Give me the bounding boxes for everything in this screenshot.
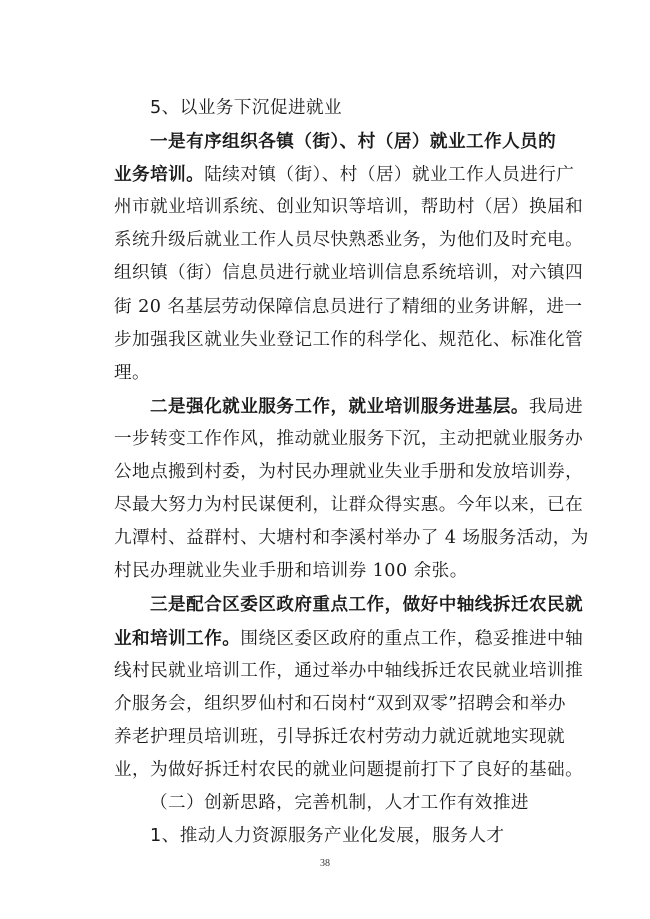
paragraph-line (114, 291, 583, 324)
paragraph-line (114, 390, 584, 423)
paragraph-line (114, 588, 584, 621)
body-text: 线村民就业培训工作，通过举办中轴线拆迁农民就业培训推 (114, 660, 584, 681)
bold-lead-text: 业和培训工作。 (114, 627, 241, 649)
paragraph-line (114, 622, 584, 655)
paragraph-line (114, 555, 562, 588)
bold-lead-text: 二是强化就业服务工作，就业培训服务进基层。 (150, 395, 529, 417)
body-text: 介服务会，组织罗仙村和石岗村“双到双零”招聘会和举办 (114, 693, 566, 714)
body-text: 养老护理员培训班，引导拆迁农村劳动力就近就地实现就 (114, 726, 566, 747)
body-text: 我局进 (528, 396, 584, 417)
paragraph-line (114, 158, 575, 191)
paragraph-line (114, 125, 562, 158)
body-text: 系统升级后就业工作人员尽快熟悉业务，为他们及时充电。 (114, 230, 584, 251)
body-text: 尽最大努力为村民谋便利，让群众得实惠。今年以来，已在 (114, 495, 584, 516)
bold-lead-text: 三是配合区委区政府重点工作，做好中轴线拆迁农民就 (150, 594, 584, 616)
paragraph-line (114, 357, 562, 390)
paragraph-line (114, 688, 566, 721)
body-text: 村民办理就业失业手册和培训券 100 余张。 (114, 561, 468, 582)
document-body (114, 125, 589, 787)
item-title: 1、推动人力资源服务产业化发展，服务人才 (150, 826, 505, 847)
paragraph-line (114, 324, 584, 357)
body-text: 理。 (114, 362, 151, 383)
paragraph-line (114, 754, 584, 787)
paragraph-line (114, 721, 566, 754)
paragraph-line (114, 257, 584, 290)
body-text: 业，为做好拆迁村农民的就业问题提前打下了良好的基础。 (114, 759, 584, 780)
body-text: 步加强我区就业失业登记工作的科学化、规范化、标准化管 (114, 329, 584, 350)
paragraph-line (114, 655, 584, 688)
body-text: 陆续对镇（街）、村（居）就业工作人员进行广 (204, 165, 575, 186)
paragraph-line (114, 224, 584, 257)
paragraph-line (114, 489, 584, 522)
body-text: 一步转变工作作风，推动就业服务下沉，主动把就业服务办 (114, 428, 584, 449)
body-text: 州市就业培训系统、创业知识等培训，帮助村（居）换届和 (114, 197, 584, 218)
body-text: 公地点搬到村委，为村民办理就业失业手册和发放培训券， (114, 462, 584, 483)
body-text: 围绕区委区政府的重点工作，稳妥推进中轴 (240, 628, 584, 649)
bold-lead-text: 业务培训。 (114, 164, 205, 186)
paragraph-line (114, 522, 589, 555)
bold-lead-text: 一是有序组织各镇（街）、村（居）就业工作人员的 (150, 131, 557, 153)
body-text: 街 20 名基层劳动保障信息员进行了精细的业务讲解，进一 (114, 296, 583, 317)
body-text: 九潭村、益群村、大塘村和李溪村举办了 4 场服务活动，为 (114, 528, 589, 549)
page-number: 38 (320, 858, 330, 869)
paragraph-line (114, 423, 584, 456)
paragraph-line (114, 456, 584, 489)
paragraph-line (114, 191, 584, 224)
section-title: 5、以业务下沉促进就业 (150, 98, 343, 118)
subsection-title: （二）创新思路，完善机制，人才工作有效推进 (150, 792, 529, 813)
body-text: 组织镇（街）信息员进行就业培训信息系统培训，对六镇四 (114, 263, 584, 284)
